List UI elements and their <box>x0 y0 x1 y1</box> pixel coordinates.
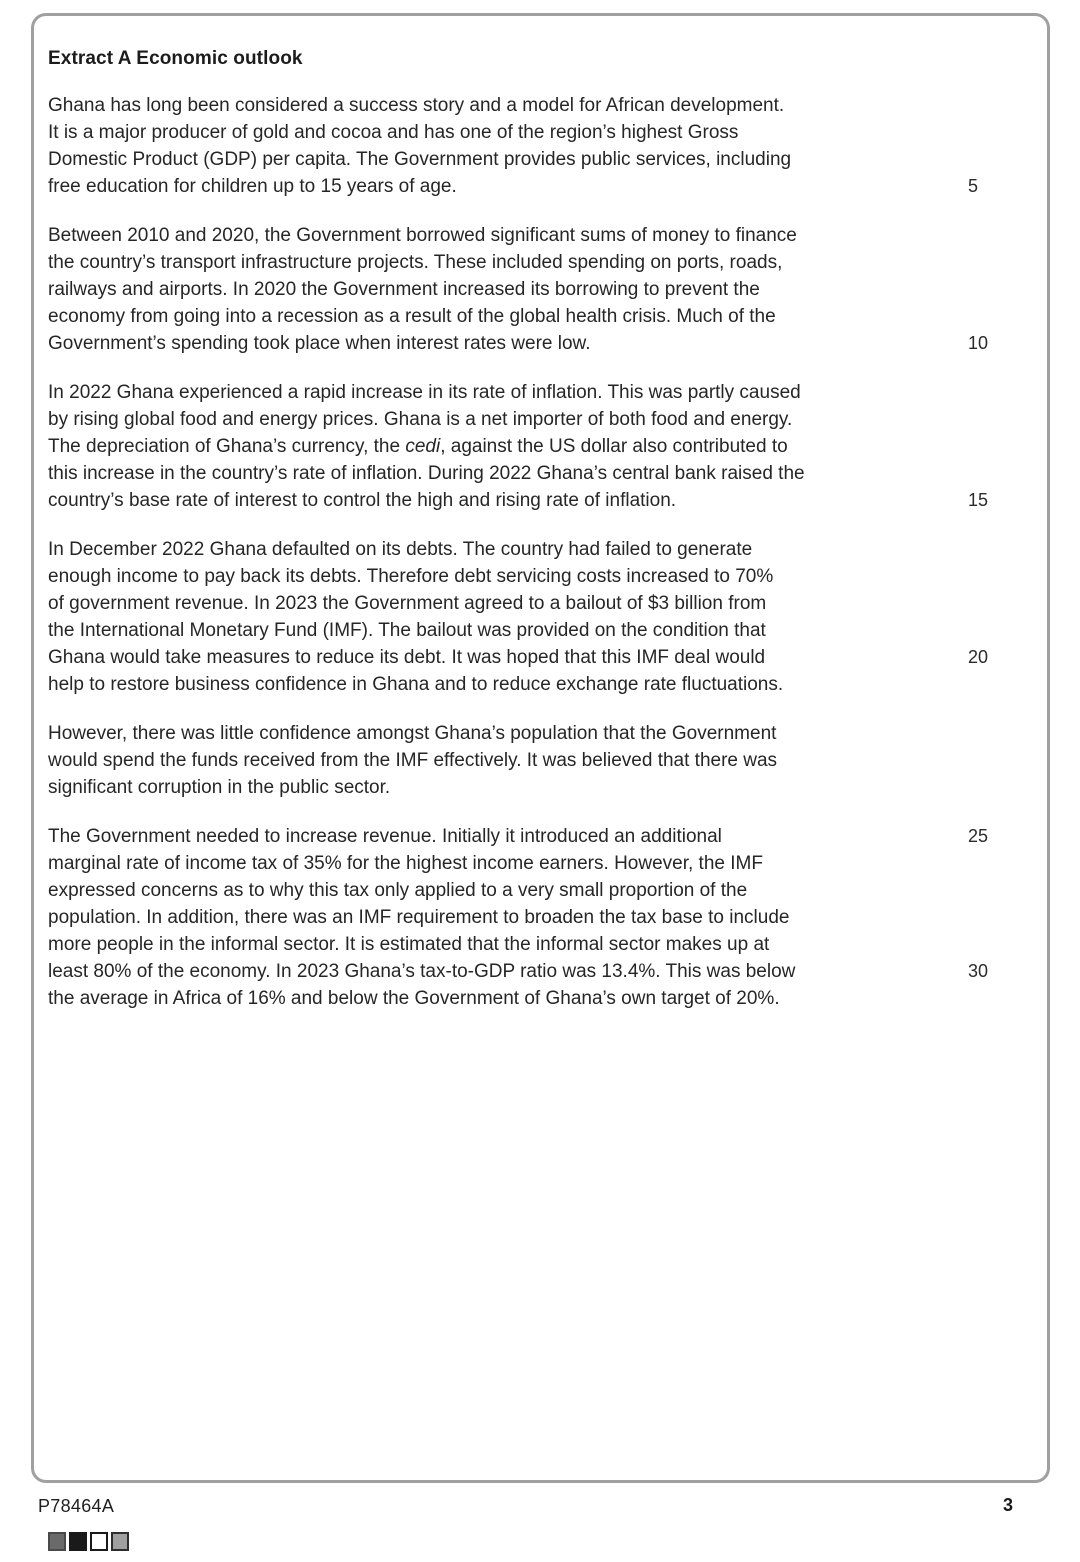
line-text: this increase in the country’s rate of inflation. During 2022 Ghana’s central bank raised the <box>48 463 805 484</box>
paragraph <box>48 823 1047 1012</box>
line-text: expressed concerns as to why this tax only applied to a very small proportion of the <box>48 880 748 901</box>
extract-body <box>48 92 1047 1012</box>
line-text: the country’s transport infrastructure projects. These included spending on ports, roads, <box>48 252 783 273</box>
light-gray-registration-square <box>111 1532 129 1551</box>
line-text: In 2022 Ghana experienced a rapid increase in its rate of inflation. This was partly caused <box>48 382 801 403</box>
text-line <box>48 460 1047 487</box>
paper-code: P78464A <box>38 1496 115 1516</box>
text-line <box>48 985 1047 1012</box>
text-line <box>48 249 1047 276</box>
extract-frame <box>31 13 1050 1483</box>
line-text: In December 2022 Ghana defaulted on its debts. The country had failed to generate <box>48 539 753 560</box>
line-number: 5 <box>968 176 979 196</box>
text-line <box>48 590 1047 617</box>
text-line <box>48 379 1047 406</box>
line-text: least 80% of the economy. In 2023 Ghana’s tax-to-GDP ratio was 13.4%. This was below <box>48 961 796 982</box>
text-line <box>48 747 1047 774</box>
line-number: 25 <box>968 826 989 846</box>
line-text: of government revenue. In 2023 the Government agreed to a bailout of $3 billion from <box>48 593 767 614</box>
page-number: 3 <box>1002 1495 1013 1515</box>
line-text: economy from going into a recession as a result of the global health crisis. Much of the <box>48 306 776 327</box>
line-text: Between 2010 and 2020, the Government borrowed significant sums of money to finance <box>48 225 797 246</box>
line-number: 10 <box>968 333 989 353</box>
line-number: 15 <box>968 490 989 510</box>
text-line <box>48 877 1047 904</box>
dark-gray-registration-square <box>48 1532 66 1551</box>
line-text: country’s base rate of interest to control the high and rising rate of inflation. <box>48 490 677 511</box>
line-text: Domestic Product (GDP) per capita. The Government provides public services, including <box>48 149 792 170</box>
text-line <box>48 644 1047 671</box>
registration-marks <box>48 1532 129 1551</box>
text-line <box>48 958 1047 985</box>
line-text: Government’s spending took place when interest rates were low. <box>48 333 591 354</box>
text-line <box>48 720 1047 747</box>
line-text: population. In addition, there was an IMF requirement to broaden the tax base to include <box>48 907 790 928</box>
line-text: The Government needed to increase revenue. Initially it introduced an additional <box>48 826 722 847</box>
text-line <box>48 774 1047 801</box>
paragraph <box>48 379 1047 514</box>
text-line <box>48 330 1047 357</box>
text-line <box>48 823 1047 850</box>
extract-title: Extract A Economic outlook <box>48 48 303 69</box>
text-line <box>48 487 1047 514</box>
text-line <box>48 146 1047 173</box>
line-text: The depreciation of Ghana’s currency, the cedi, against the US dollar also contributed to <box>48 436 788 457</box>
line-text: Ghana has long been considered a success story and a model for African development. <box>48 95 785 116</box>
line-text: Ghana would take measures to reduce its debt. It was hoped that this IMF deal would <box>48 647 766 668</box>
text-line <box>48 303 1047 330</box>
text-line <box>48 276 1047 303</box>
text-line <box>48 617 1047 644</box>
line-text: It is a major producer of gold and cocoa and has one of the region’s highest Gross <box>48 122 739 143</box>
line-text: would spend the funds received from the IMF effectively. It was believed that there was <box>48 750 778 771</box>
extract-content <box>34 16 1047 1012</box>
line-text: marginal rate of income tax of 35% for the highest income earners. However, the IMF <box>48 853 763 874</box>
text-line <box>48 850 1047 877</box>
text-line <box>48 433 1047 460</box>
line-text: help to restore business confidence in Ghana and to reduce exchange rate fluctuations. <box>48 674 784 695</box>
line-number: 20 <box>968 647 989 667</box>
text-line <box>48 173 1047 200</box>
text-line <box>48 406 1047 433</box>
line-text: significant corruption in the public sector. <box>48 777 391 798</box>
text-line <box>48 563 1047 590</box>
black-registration-square <box>69 1532 87 1551</box>
text-line <box>48 92 1047 119</box>
line-text: However, there was little confidence amongst Ghana’s population that the Government <box>48 723 777 744</box>
text-line <box>48 222 1047 249</box>
line-text: free education for children up to 15 years of age. <box>48 176 457 197</box>
line-text: the average in Africa of 16% and below the Government of Ghana’s own target of 20%. <box>48 988 780 1009</box>
text-line <box>48 931 1047 958</box>
paragraph <box>48 92 1047 200</box>
italic-term: cedi <box>405 436 441 457</box>
text-line <box>48 671 1047 698</box>
text-line <box>48 119 1047 146</box>
paragraph <box>48 222 1047 357</box>
line-text: the International Monetary Fund (IMF). The bailout was provided on the condition that <box>48 620 766 641</box>
line-text: railways and airports. In 2020 the Government increased its borrowing to prevent the <box>48 279 760 300</box>
line-text: more people in the informal sector. It is estimated that the informal sector makes up at <box>48 934 770 955</box>
line-text: enough income to pay back its debts. Therefore debt servicing costs increased to 70% <box>48 566 774 587</box>
text-line <box>48 904 1047 931</box>
white-registration-square <box>90 1532 108 1551</box>
paragraph <box>48 536 1047 698</box>
line-text: by rising global food and energy prices. Ghana is a net importer of both food and energy. <box>48 409 793 430</box>
paragraph <box>48 720 1047 801</box>
line-number: 30 <box>968 961 989 981</box>
text-line <box>48 536 1047 563</box>
